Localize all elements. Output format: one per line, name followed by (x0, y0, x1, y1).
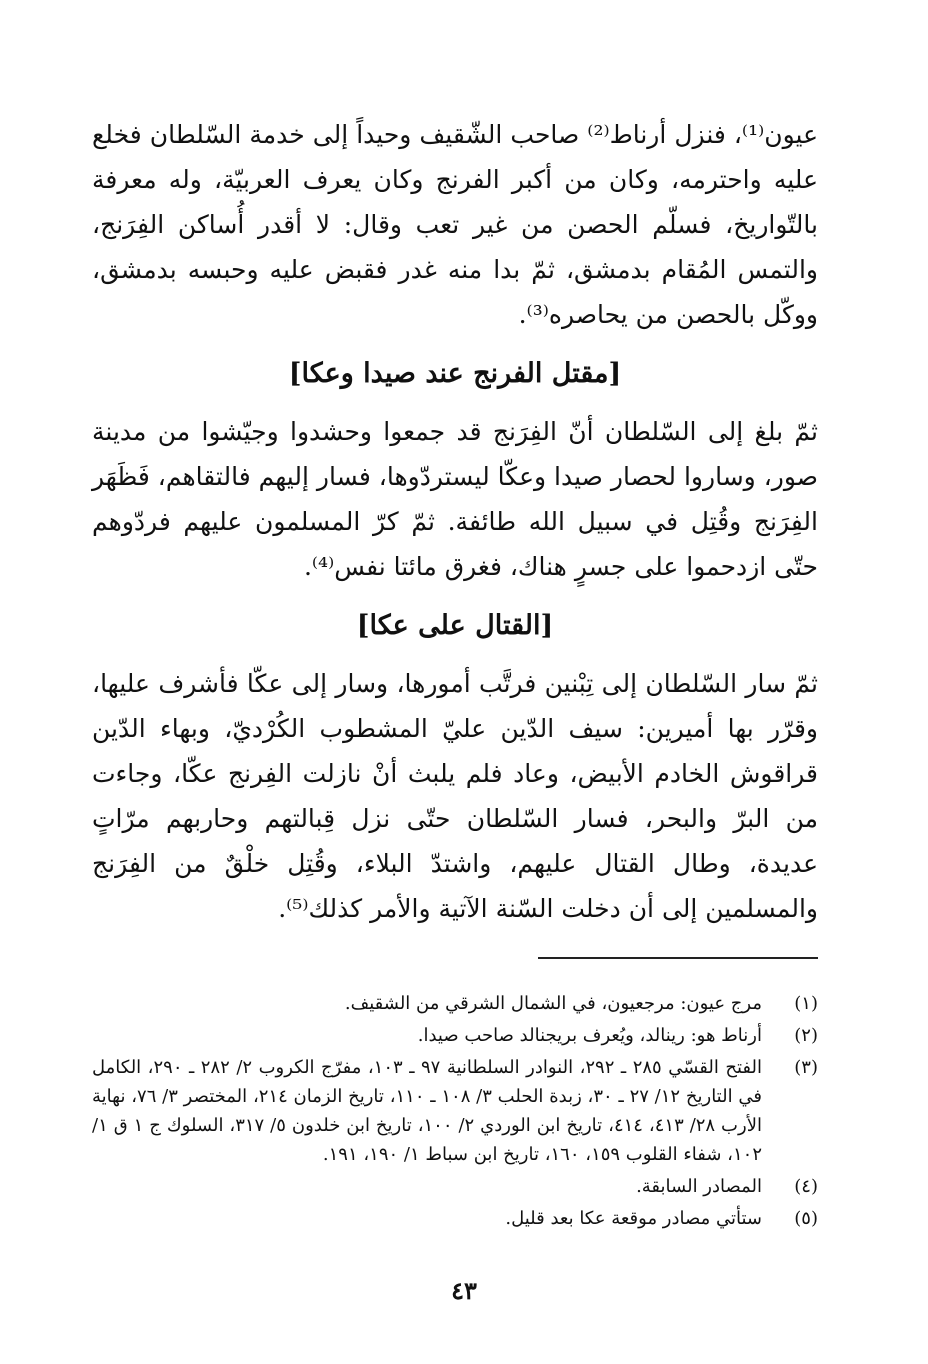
page-number: ٤٣ (451, 1276, 477, 1305)
footnote-4 (92, 1172, 818, 1201)
footnote-2 (92, 1021, 818, 1050)
footnote-separator (538, 957, 818, 959)
footnotes (92, 989, 818, 1233)
footnote-3 (92, 1053, 818, 1169)
footnote-text: المصادر السابقة. (636, 1176, 762, 1197)
section-heading-2: [القتال على عكا] (356, 610, 554, 641)
footnote-number: (٥) (794, 1208, 818, 1229)
footnote-number: (٤) (794, 1176, 818, 1197)
footnote-number: (٢) (794, 1025, 818, 1046)
footnote-text: أرناط هو: رينالد، ويُعرف بريجنالد صاحب صيدا. (417, 1025, 762, 1046)
footnote-1 (92, 989, 818, 1018)
footnote-text: ستأتي مصادر موقعة عكا بعد قليل. (505, 1208, 762, 1229)
body-paragraph-3: ثمّ سار السّلطان إلى تِبْنين فرتَّب أمورها، وسار إلى عكّا فأشرف عليها، وقرّر بها أميرين: سيف الدّين عليّ المشطوب الكُرْديّ، وبهاء الدّين قراقوش الخادم الأبيض، وعاد فلم يلبث أنْ نازلت الفِرنج عكّا، وجاءت من البرّ والبحر، فسار السّلطان حتّى نزل قِبالتهم وحاربهم مرّاتٍ عديدة، وطال القتال عليهم، واشتدّ البلاء، وقُتِل خلْقٌ من الفِرَنج والمسلمين إلى أن دخلت السّنة الآتية والأمر كذلك⁽⁵⁾. (92, 669, 818, 923)
body-paragraph-2: ثمّ بلغ إلى السّلطان أنّ الفِرَنج قد جمعوا وحشدوا وجيّشوا من مدينة صور، وساروا لحصار صيدا وعكّا ليستردّوها، فسار إليهم فالتقاهم، فَظَهَر الفِرَنج وقُتِل في سبيل الله طائفة. ثمّ كرّ المسلمون عليهم فردّوهم حتّى ازدحموا على جسرٍ هناك، فغرق مائتا نفس⁽⁴⁾. (92, 417, 818, 581)
body-paragraph-1: عيون⁽¹⁾، فنزل أرناط⁽²⁾ صاحب الشّقيف وحيداً إلى خدمة السّلطان فخلع عليه واحترمه، وكان من أكبر الفرنج وكان يعرف العربيّة، وله معرفة بالتّواريخ، فسلّم الحصن من غير تعب وقال: لا أقدر أُساكن الفِرَنج، والتمس المُقام بدمشق، ثمّ بدا منه غدر فقبض عليه وحبسه بدمشق، ووكّل بالحصن من يحاصره⁽³⁾. (92, 120, 818, 329)
footnote-text: الفتح القسّي ٢٨٥ ـ ٢٩٢، النوادر السلطانية ٩٧ ـ ١٠٣، مفرّج الكروب ٢/ ٢٨٢ ـ ٢٩٠، الكامل في التاريخ ١٢/ ٢٧ ـ ٣٠، زبدة الحلب ٣/ ١٠٨ ـ ١١٠، تاريخ الزمان ٢١٤، المختصر ٣/ ٧٦، نهاية الأرب ٢٨/ ٤١٣، ٤١٤، تاريخ ابن الوردي ٢/ ١٠٠، تاريخ ابن خلدون ٥/ ٣١٧، السلوك ج ١ ق ١/ ١٠٢، شفاء القلوب ١٥٩، ١٦٠، تاريخ ابن سباط ١/ ١٩٠، ١٩١. (92, 1057, 762, 1165)
footnote-text: مرج عيون: مرجعيون، في الشمال الشرقي من الشقيف. (344, 993, 762, 1014)
footnote-5 (92, 1204, 818, 1233)
footnote-number: (١) (794, 993, 818, 1014)
section-heading-1: [مقتل الفرنج عند صيدا وعكا] (288, 358, 622, 389)
footnote-number: (٣) (794, 1057, 818, 1078)
